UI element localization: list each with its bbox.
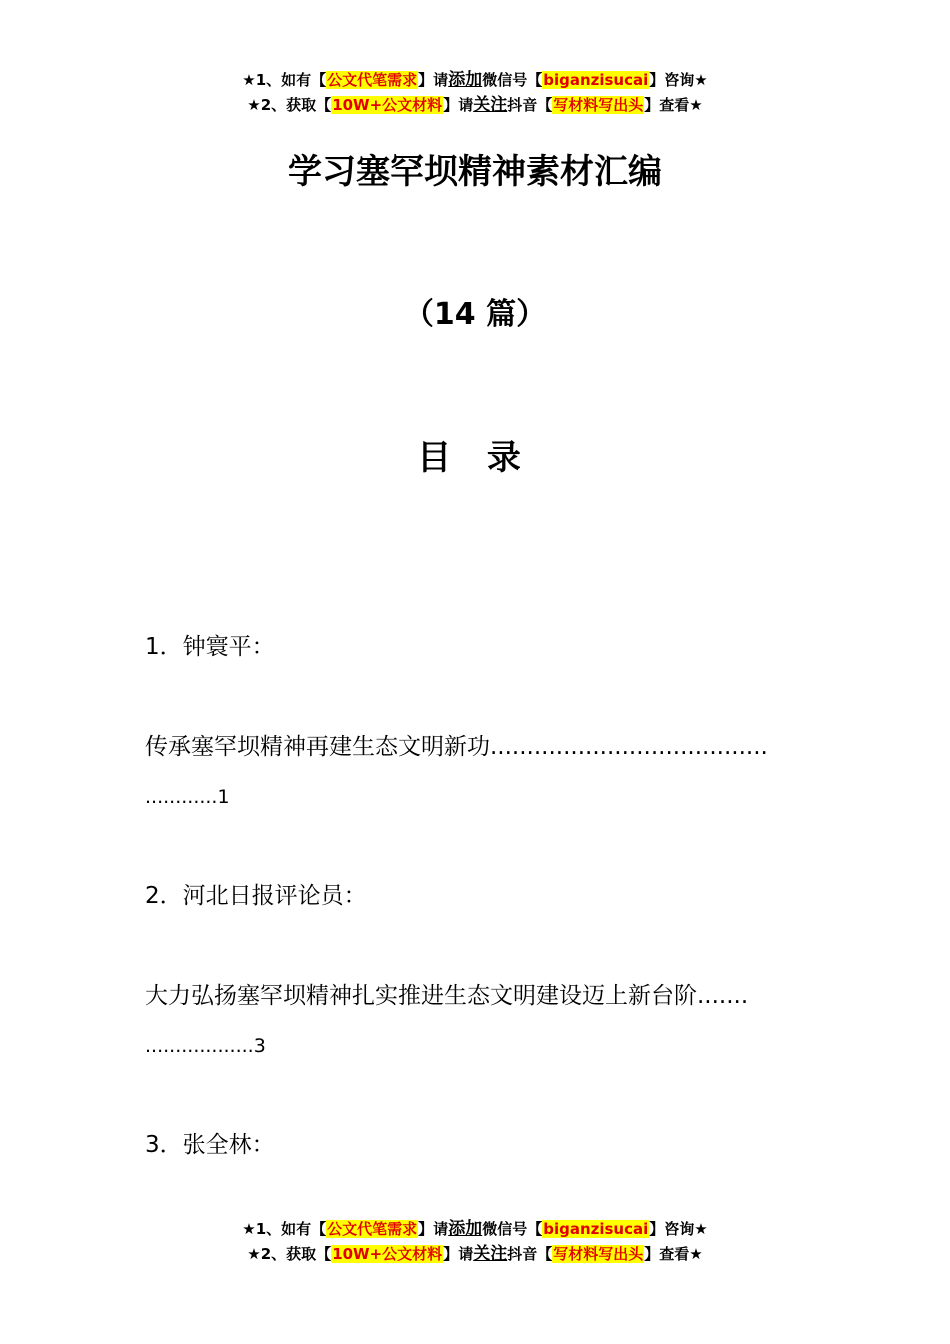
- document-subtitle: （14 篇）: [403, 297, 547, 332]
- banner-line-2: [0, 93, 950, 118]
- banner-text: 】请: [418, 71, 449, 89]
- banner-text: 抖音【: [507, 1245, 553, 1263]
- toc-item-entry[interactable]: [145, 730, 810, 814]
- footer-banner: [0, 1217, 950, 1267]
- highlight-materials: 10W+公文材料: [332, 1245, 443, 1263]
- underlined-follow: 关注: [473, 95, 508, 115]
- toc-item-author: 1．钟寰平：: [145, 634, 275, 660]
- banner-text: 】请: [443, 1245, 474, 1263]
- banner-text: 】查看★: [644, 96, 703, 114]
- highlight-service: 公文代笔需求: [327, 71, 418, 89]
- banner-text: 】请: [418, 1220, 449, 1238]
- banner-line-1: [0, 68, 950, 93]
- highlight-douyin-account: 写材料写出头: [553, 1245, 644, 1263]
- highlight-douyin-account: 写材料写出头: [553, 96, 644, 114]
- banner-text: ★1、如有【: [242, 1220, 327, 1238]
- toc-item-page-number: ..................3: [145, 1035, 266, 1057]
- banner-text: 】咨询★: [649, 1220, 708, 1238]
- toc-item-title: 大力弘扬塞罕坝精神扎实推进生态文明建设迈上新台阶.......: [145, 983, 749, 1009]
- banner-text: 】查看★: [644, 1245, 703, 1263]
- banner-line-2: [0, 1242, 950, 1267]
- highlight-wechat-id: biganzisucai: [543, 1220, 649, 1238]
- banner-text: ★1、如有【: [242, 71, 327, 89]
- underlined-add: 添加: [448, 70, 483, 90]
- underlined-follow: 关注: [473, 1244, 508, 1264]
- toc-item-author: 2．河北日报评论员：: [145, 883, 367, 909]
- highlight-service: 公文代笔需求: [327, 1220, 418, 1238]
- banner-text: 微信号【: [482, 1220, 543, 1238]
- banner-text: 微信号【: [482, 71, 543, 89]
- header-banner: [0, 68, 950, 118]
- toc-item-entry[interactable]: [145, 979, 810, 1063]
- banner-text: 抖音【: [507, 96, 553, 114]
- toc-item-author: 3．张全林：: [145, 1132, 275, 1158]
- banner-text: ★2、获取【: [247, 96, 332, 114]
- banner-text: ★2、获取【: [247, 1245, 332, 1263]
- banner-line-1: [0, 1217, 950, 1242]
- highlight-wechat-id: biganzisucai: [543, 71, 649, 89]
- document-title: 学习塞罕坝精神素材汇编: [288, 152, 662, 192]
- toc-heading: 目 录: [417, 438, 533, 478]
- banner-text: 】请: [443, 96, 474, 114]
- underlined-add: 添加: [448, 1219, 483, 1239]
- toc-item-title: 传承塞罕坝精神再建生态文明新功......................................: [145, 734, 768, 760]
- banner-text: 】咨询★: [649, 71, 708, 89]
- highlight-materials: 10W+公文材料: [332, 96, 443, 114]
- toc-item-page-number: ............1: [145, 786, 230, 808]
